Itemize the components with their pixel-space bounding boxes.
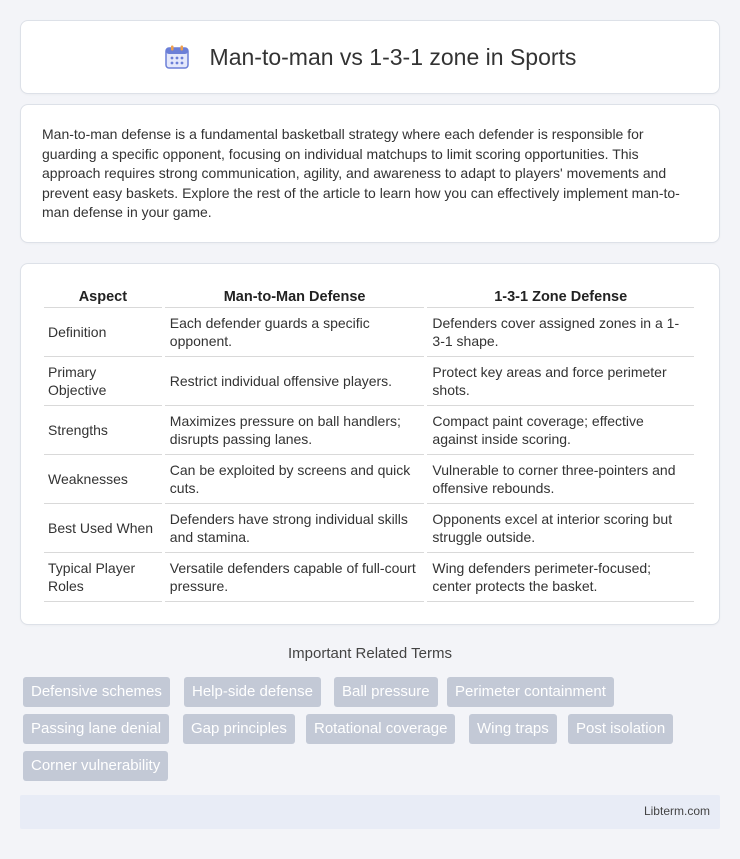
row-zone: Compact paint coverage; effective against inside scoring. [427,406,694,455]
footer-site-link[interactable]: Libterm.com [643,804,710,818]
table-header-row [44,286,694,308]
tag-ball-pressure[interactable]: Ball pressure [334,677,438,707]
calendar-icon [164,44,190,70]
tag-corner-vulnerability[interactable]: Corner vulnerability [23,751,168,781]
row-zone: Protect key areas and force perimeter shots. [427,357,694,406]
title-card [20,20,720,94]
table-row [44,406,694,455]
row-aspect: Best Used When [44,504,162,553]
row-man-to-man: Defenders have strong individual skills and stamina. [165,504,425,553]
comparison-card [20,263,720,625]
table-row [44,504,694,553]
tag-defensive-schemes[interactable]: Defensive schemes [23,677,170,707]
tag-post-isolation[interactable]: Post isolation [568,714,673,744]
intro-card [20,104,720,243]
row-zone: Opponents excel at interior scoring but struggle outside. [427,504,694,553]
comparison-table [41,286,697,602]
intro-text: Man-to-man defense is a fundamental basketball strategy where each defender is responsible for guarding a specific opponent, focusing on individual matchups to limit scoring opportunities. This approach requires strong communication, agility, and awareness to adapt to players' movements and prevent easy baskets. Explore the rest of the article to learn how you can effectively implement man-to-man defense in your game. [42,126,680,221]
header-zone: 1-3-1 Zone Defense [427,286,694,308]
header-man-to-man: Man-to-Man Defense [165,286,425,308]
footer [20,795,720,829]
row-man-to-man: Versatile defenders capable of full-court pressure. [165,553,425,602]
row-man-to-man: Restrict individual offensive players. [165,357,425,406]
row-man-to-man: Can be exploited by screens and quick cuts. [165,455,425,504]
row-aspect: Typical Player Roles [44,553,162,602]
row-aspect: Strengths [44,406,162,455]
page-title: Man-to-man vs 1-3-1 zone in Sports [209,43,577,70]
table-row [44,357,694,406]
row-aspect: Primary Objective [44,357,162,406]
table-row [44,455,694,504]
table-row [44,553,694,602]
row-aspect: Weaknesses [44,455,162,504]
tag-perimeter-containment[interactable]: Perimeter containment [447,677,614,707]
table-row [44,308,694,357]
related-terms-heading: Important Related Terms [288,645,452,662]
header-aspect: Aspect [44,286,162,308]
tag-help-side-defense[interactable]: Help-side defense [184,677,321,707]
tag-wing-traps[interactable]: Wing traps [469,714,557,744]
row-man-to-man: Each defender guards a specific opponent. [165,308,425,357]
tag-gap-principles[interactable]: Gap principles [183,714,295,744]
row-aspect: Definition [44,308,162,357]
tag-passing-lane-denial[interactable]: Passing lane denial [23,714,169,744]
row-zone: Defenders cover assigned zones in a 1-3-1 shape. [427,308,694,357]
row-zone: Wing defenders perimeter-focused; center protects the basket. [427,553,694,602]
tag-rotational-coverage[interactable]: Rotational coverage [306,714,455,744]
row-zone: Vulnerable to corner three-pointers and offensive rebounds. [427,455,694,504]
row-man-to-man: Maximizes pressure on ball handlers; disrupts passing lanes. [165,406,425,455]
